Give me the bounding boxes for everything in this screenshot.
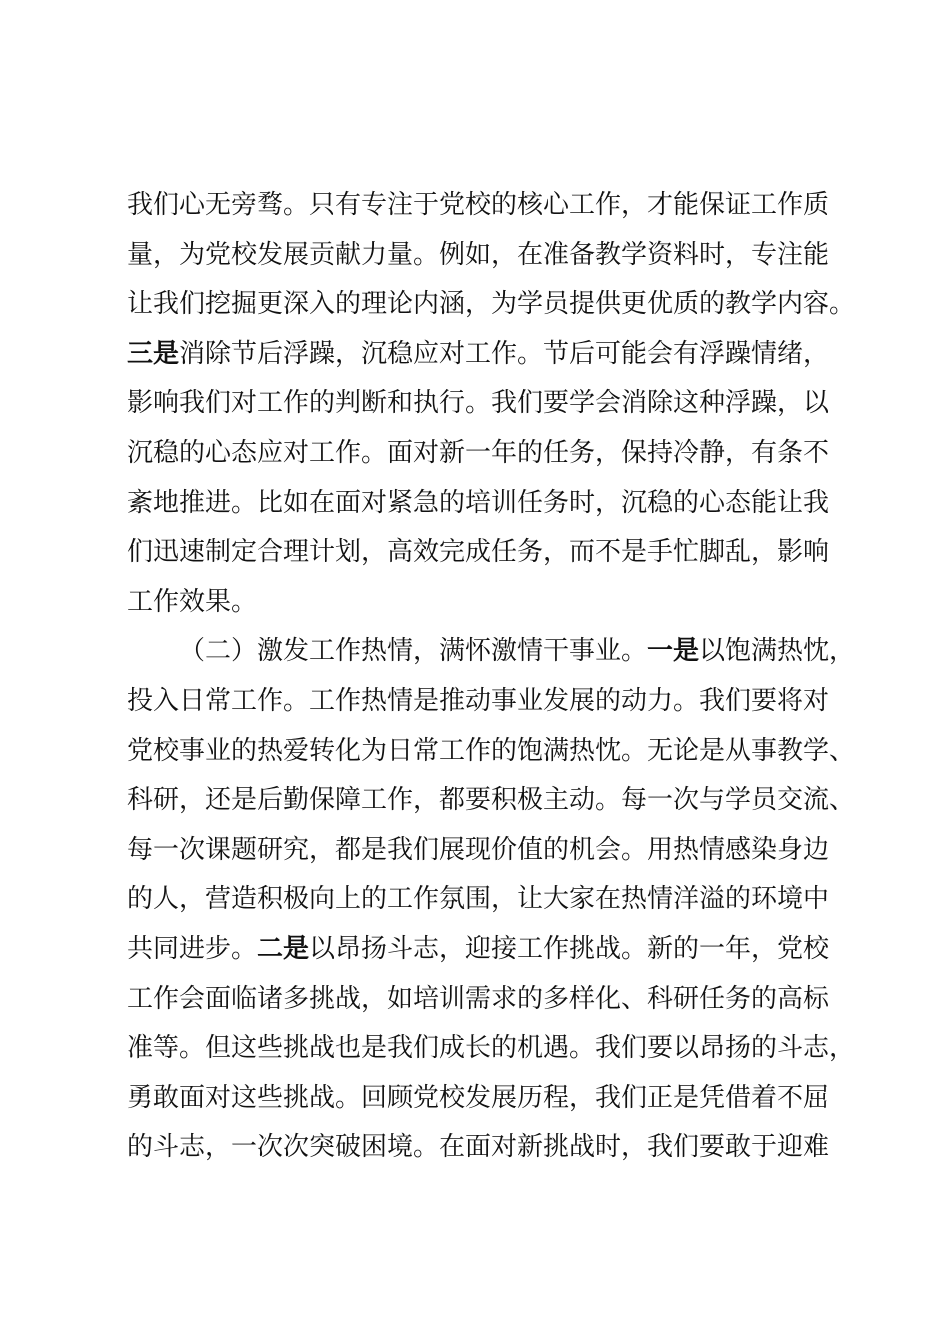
text-run: 工作会面临诸多挑战，如培训需求的多样化、科研任务的高标 — [127, 983, 830, 1014]
text-run: 沉稳的心态应对工作。面对新一年的任务，保持冷静，有条不 — [127, 437, 830, 468]
text-run: 消除节后浮躁，沉稳应对工作。节后可能会有浮躁情绪， — [179, 338, 830, 369]
text-line — [127, 627, 856, 677]
body-text — [127, 181, 856, 1173]
text-run: 勇敢面对这些挑战。回顾党校发展历程，我们正是凭借着不屈 — [127, 1082, 830, 1113]
text-run: 共同进步。 — [127, 933, 258, 964]
text-run: 的人，营造积极向上的工作氛围，让大家在热情洋溢的环境中 — [127, 884, 830, 915]
text-line — [127, 578, 847, 628]
text-run: 紊地推进。比如在面对紧急的培训任务时，沉稳的心态能让我 — [127, 487, 830, 518]
text-run: 投入日常工作。工作热情是推动事业发展的动力。我们要将对 — [127, 685, 830, 716]
bold-text-run: 一是 — [647, 636, 700, 667]
text-run: 们迅速制定合理计划，高效完成任务，而不是手忙脚乱，影响 — [127, 537, 830, 568]
text-line — [127, 826, 847, 876]
text-line — [127, 379, 847, 429]
text-line — [127, 429, 847, 479]
text-run: 科研，还是后勤保障工作，都要积极主动。每一次与学员交流、 — [127, 785, 856, 816]
text-run: （二）激发工作热情，满怀激情干事业。 — [179, 636, 648, 667]
text-line — [127, 1074, 847, 1124]
text-run: 量，为党校发展贡献力量。例如，在准备教学资料时，专注能 — [127, 239, 830, 270]
text-line — [127, 975, 847, 1025]
text-line — [127, 677, 847, 727]
text-line — [127, 330, 847, 380]
text-run: 党校事业的热爱转化为日常工作的饱满热忱。无论是从事教学、 — [127, 735, 856, 766]
text-line — [127, 776, 856, 826]
text-line — [127, 231, 847, 281]
text-line — [127, 280, 856, 330]
bold-text-run: 二是 — [257, 933, 310, 964]
text-line — [127, 181, 847, 231]
text-run: 准等。但这些挑战也是我们成长的机遇。我们要以昂扬的斗志， — [127, 1033, 856, 1064]
text-run: 每一次课题研究，都是我们展现价值的机会。用热情感染身边 — [127, 834, 830, 865]
text-run: 以昂扬斗志，迎接工作挑战。新的一年，党校 — [309, 933, 830, 964]
text-line — [127, 479, 847, 529]
text-line — [127, 528, 847, 578]
text-line — [127, 875, 847, 925]
text-run: 工作效果。 — [127, 586, 258, 617]
text-line — [127, 727, 856, 777]
text-run: 我们心无旁骛。只有专注于党校的核心工作，才能保证工作质 — [127, 190, 830, 220]
text-run: 让我们挖掘更深入的理论内涵，为学员提供更优质的教学内容。 — [127, 289, 856, 320]
text-line — [127, 925, 847, 975]
text-run: 以饱满热忱， — [699, 636, 856, 667]
text-line — [127, 1123, 847, 1173]
text-line — [127, 1024, 856, 1074]
bold-text-run: 三是 — [127, 338, 180, 369]
text-run: 的斗志，一次次突破困境。在面对新挑战时，我们要敢于迎难 — [127, 1132, 830, 1163]
text-run: 影响我们对工作的判断和执行。我们要学会消除这种浮躁，以 — [127, 388, 830, 419]
